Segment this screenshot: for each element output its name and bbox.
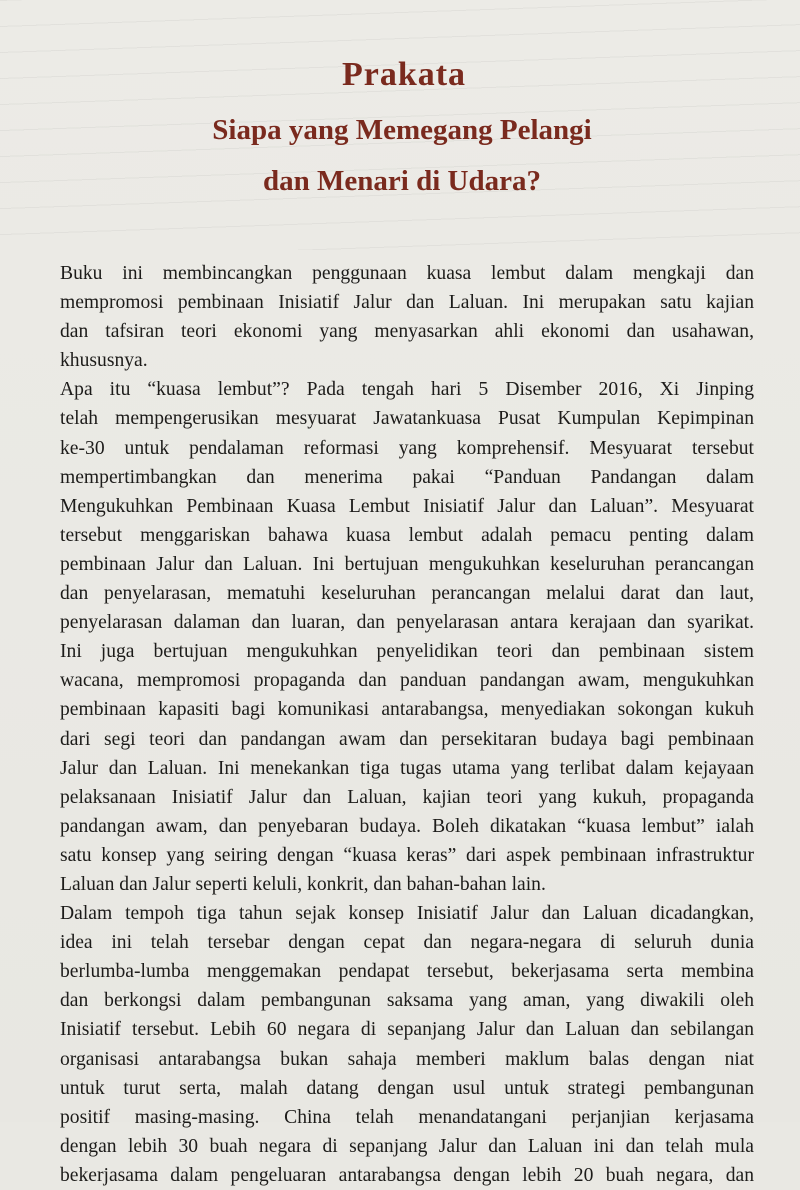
text-line: satu konsep yang seiring dengan “kuasa keras” dari aspek pembinaan infrastruktur [60,844,754,866]
text-line: Dalam tempoh tiga tahun sejak konsep Inisiatif Jalur dan Laluan dicadangkan, [60,903,754,925]
text-line: wacana, mempromosi propaganda dan panduan pandangan awam, mengukuhkan [60,670,754,692]
text-line: telah mempengerusikan mesyuarat Jawatankuasa Pusat Kumpulan Kepimpinan [60,408,754,430]
paragraph-3 [60,899,754,1190]
text-line: mempertimbangkan dan menerima pakai “Panduan Pandangan dalam [60,466,754,488]
text-line: Inisiatif tersebut. Lebih 60 negara di sepanjang Jalur dan Laluan dan sebilangan [60,1019,754,1041]
text-line: dari segi teori dan pandangan awam dan persekitaran budaya bagi pembinaan [60,728,754,750]
text-line: pandangan awam, dan penyebaran budaya. Boleh dikatakan “kuasa lembut” ialah [60,815,754,837]
text-line: untuk turut serta, malah datang dengan usul untuk strategi pembangunan [60,1077,754,1099]
text-line: mempromosi pembinaan Inisiatif Jalur dan Laluan. Ini merupakan satu kajian [60,292,754,314]
text-line: dan berkongsi dalam pembangunan saksama yang aman, yang diwakili oleh [60,990,754,1012]
body-text [60,259,754,1190]
text-line: Mengukuhkan Pembinaan Kuasa Lembut Inisiatif Jalur dan Laluan”. Mesyuarat [60,495,754,517]
text-line: Jalur dan Laluan. Ini menekankan tiga tugas utama yang terlibat dalam kejayaan [60,757,754,779]
text-line: ke-30 untuk pendalaman reformasi yang komprehensif. Mesyuarat tersebut [60,437,754,459]
subtitle-line-1: Siapa yang Memegang Pelangi [212,114,592,146]
text-line: penyelarasan dalaman dan luaran, dan penyelarasan antara kerajaan dan syarikat. [60,612,754,634]
text-line: positif masing-masing. China telah menandatangani perjanjian kerjasama [60,1106,754,1128]
text-line: dan tafsiran teori ekonomi yang menyasarkan ahli ekonomi dan usahawan, [60,321,754,343]
text-line: khususnya. [60,350,148,372]
text-line: dengan lebih 30 buah negara di sepanjang Jalur dan Laluan ini dan telah mula [60,1135,754,1157]
text-line: Apa itu “kuasa lembut”? Pada tengah hari 5 Disember 2016, Xi Jinping [60,379,754,401]
text-line: idea ini telah tersebar dengan cepat dan negara-negara di seluruh dunia [60,932,754,954]
text-line: tersebut menggariskan bahawa kuasa lembut adalah pemacu penting dalam [60,524,754,546]
paragraph-1 [60,259,754,375]
text-line: pelaksanaan Inisiatif Jalur dan Laluan, kajian teori yang kukuh, propaganda [60,786,754,808]
text-line: Laluan dan Jalur seperti keluli, konkrit, dan bahan-bahan lain. [60,873,546,895]
text-line: dan penyelarasan, mematuhi keseluruhan perancangan melalui darat dan laut, [60,583,754,605]
paragraph-2 [60,375,754,899]
text-line: pembinaan Jalur dan Laluan. Ini bertujuan mengukuhkan keseluruhan perancangan [60,553,754,575]
text-line: berlumba-lumba menggemakan pendapat tersebut, bekerjasama serta membina [60,961,754,983]
page-title: Prakata [341,56,467,93]
subtitle-line-2: dan Menari di Udara? [263,165,541,197]
text-line: organisasi antarabangsa bukan sahaja memberi maklum balas dengan niat [60,1048,754,1070]
text-line: Buku ini membincangkan penggunaan kuasa lembut dalam mengkaji dan [60,263,754,284]
text-line: Ini juga bertujuan mengukuhkan penyelidikan teori dan pembinaan sistem [60,641,754,663]
text-line: pembinaan kapasiti bagi komunikasi antarabangsa, menyediakan sokongan kukuh [60,699,754,721]
text-line: bekerjasama dalam pengeluaran antarabangsa dengan lebih 20 buah negara, dan [60,1164,754,1186]
